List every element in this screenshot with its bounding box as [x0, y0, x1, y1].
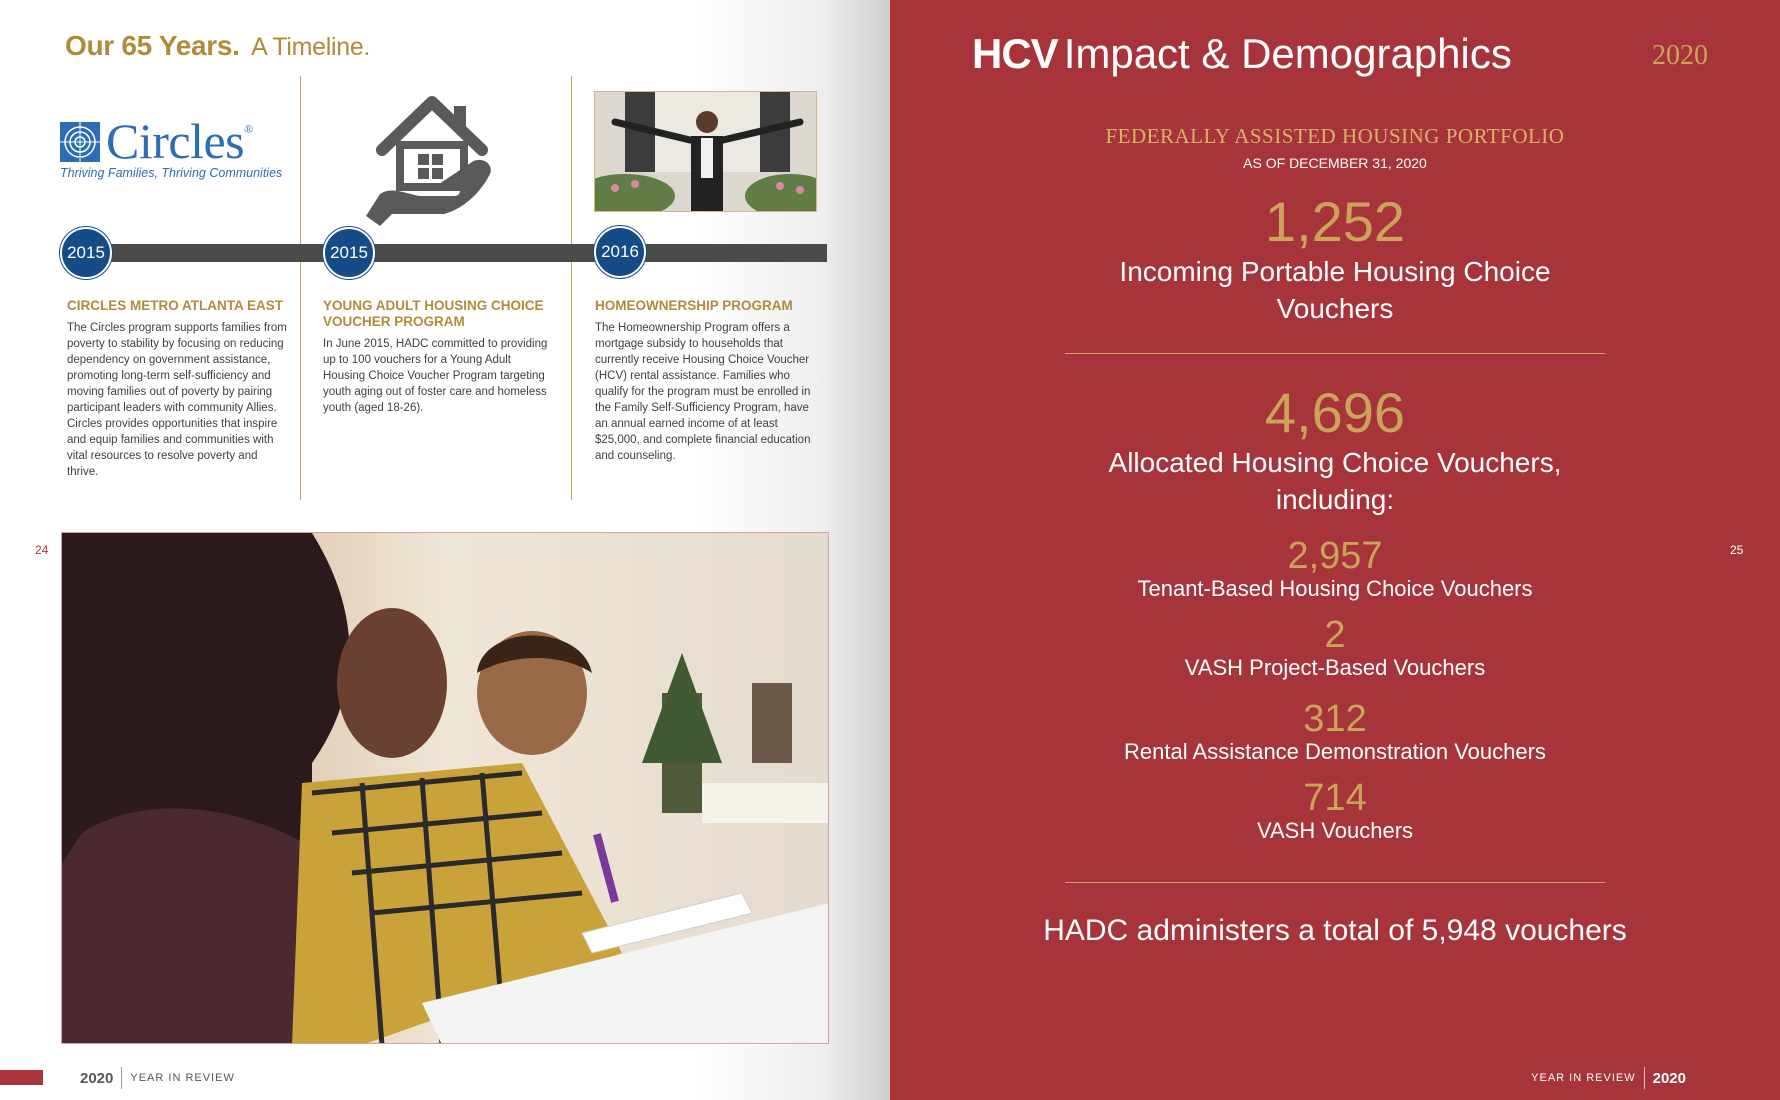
timeline-title: [65, 30, 370, 62]
photo-mother-and-son: [61, 532, 829, 1044]
stat-value: 4,696: [1264, 381, 1406, 444]
footer-year: 2020: [1652, 1069, 1686, 1087]
footer-separator: [1644, 1067, 1645, 1089]
year-badge: 2015: [323, 227, 375, 279]
stat-label: VASH Project-Based Vouchers: [1184, 655, 1486, 680]
page-title-bold: HCV: [972, 30, 1058, 77]
stat-vash: [890, 778, 1780, 844]
stat-value: 714: [1303, 777, 1367, 819]
total-vouchers: HADC administers a total of 5,948 vouchers: [1043, 914, 1627, 947]
footer-label: YEAR IN REVIEW: [1531, 1072, 1636, 1084]
stat-allocated: [890, 383, 1780, 517]
stat-value: 2: [1324, 614, 1346, 656]
stat-label: Rental Assistance Demonstration Vouchers: [1124, 739, 1546, 764]
circles-word: Circles: [106, 113, 245, 169]
stat-label: Allocated Housing Choice Vouchers,: [1108, 447, 1562, 478]
stat-incoming: [890, 192, 1780, 326]
event-title: CIRCLES METRO ATLANTA EAST: [67, 298, 283, 313]
divider-rule: [1065, 882, 1605, 883]
footer-separator: [121, 1067, 122, 1089]
event-title: HOMEOWNERSHIP PROGRAM: [595, 298, 793, 313]
event-body: The Homeownership Program offers a mortgage subsidy to households that currently receive Housing Choice Voucher (HCV) rental assistance. Families who qualify for the program must be enrolled in the Family Self-Sufficiency Program, have an annual earned income of at least $25,000, and complete financial education and counseling.: [595, 322, 811, 462]
circles-wordmark: [106, 112, 253, 170]
stat-value: 312: [1303, 698, 1367, 740]
circles-tagline: Thriving Families, Thriving Communities: [60, 166, 283, 180]
circles-logo-icon: [60, 122, 100, 162]
footer-label: YEAR IN REVIEW: [130, 1072, 235, 1084]
mother-son-photo-illustration: [62, 533, 829, 1044]
footer-accent-bar: [0, 1070, 43, 1085]
footer-year: 2020: [80, 1069, 114, 1087]
stat-label: Tenant-Based Housing Choice Vouchers: [1137, 576, 1533, 601]
house-in-hand-icon: [362, 90, 500, 226]
year-badge: 2015: [60, 227, 112, 279]
event-body: The Circles program supports families from poverty to stability by focusing on reducing dependency on government assistance, promoting long-term self-sufficiency and moving families out of poverty by pairing participant leaders with community Allies. Circles provides opportunities that inspire and equip families and communities with vital resources to resolve poverty and thrive.: [67, 322, 287, 478]
timeline-event: [67, 298, 287, 480]
timeline-event: [595, 298, 820, 464]
stat-label: including:: [1275, 484, 1395, 515]
divider-rule: [1065, 353, 1605, 354]
stat-label: VASH Vouchers: [1256, 818, 1414, 843]
as-of-date: AS OF DECEMBER 31, 2020: [1243, 155, 1427, 171]
stat-value: 2,957: [1287, 535, 1383, 577]
footer-right: [1531, 1067, 1686, 1089]
circles-reg: ®: [244, 122, 253, 136]
homeowner-photo-illustration: [595, 92, 817, 212]
timeline-divider: [300, 76, 301, 500]
event-body: In June 2015, HADC committed to providing up to 100 vouchers for a Young Adult Housing Choice Voucher Program targeting youth aging out of foster care and homeless youth (aged 18-26).: [323, 338, 548, 414]
timeline-title-strong: Our 65 Years.: [65, 30, 240, 61]
timeline-title-light: A Timeline.: [251, 33, 371, 61]
right-page: [890, 0, 1780, 1100]
circles-logo: [60, 113, 290, 188]
event-title: YOUNG ADULT HOUSING CHOICE VOUCHER PROGRAM: [323, 298, 544, 329]
portfolio-heading: FEDERALLY ASSISTED HOUSING PORTFOLIO: [1105, 124, 1565, 148]
year-badge: 2016: [594, 226, 646, 278]
stat-vash-project: [890, 615, 1780, 681]
timeline-event: [323, 298, 553, 416]
timeline-divider: [571, 76, 572, 500]
timeline-bar: [85, 244, 827, 262]
stat-label: Incoming Portable Housing Choice: [1119, 256, 1551, 287]
page-title: [972, 30, 1512, 78]
page-number: 24: [35, 543, 49, 557]
stat-rad: [890, 699, 1780, 765]
photo-woman-homeowner: [594, 91, 817, 212]
stat-label: Vouchers: [1276, 293, 1394, 324]
page-year: 2020: [1652, 40, 1708, 71]
stat-tenant-based: [890, 536, 1780, 602]
stat-value: 1,252: [1264, 190, 1406, 253]
page-number: 25: [1730, 543, 1744, 557]
page-title-rest: Impact & Demographics: [1063, 30, 1512, 77]
footer-left: [80, 1067, 235, 1089]
